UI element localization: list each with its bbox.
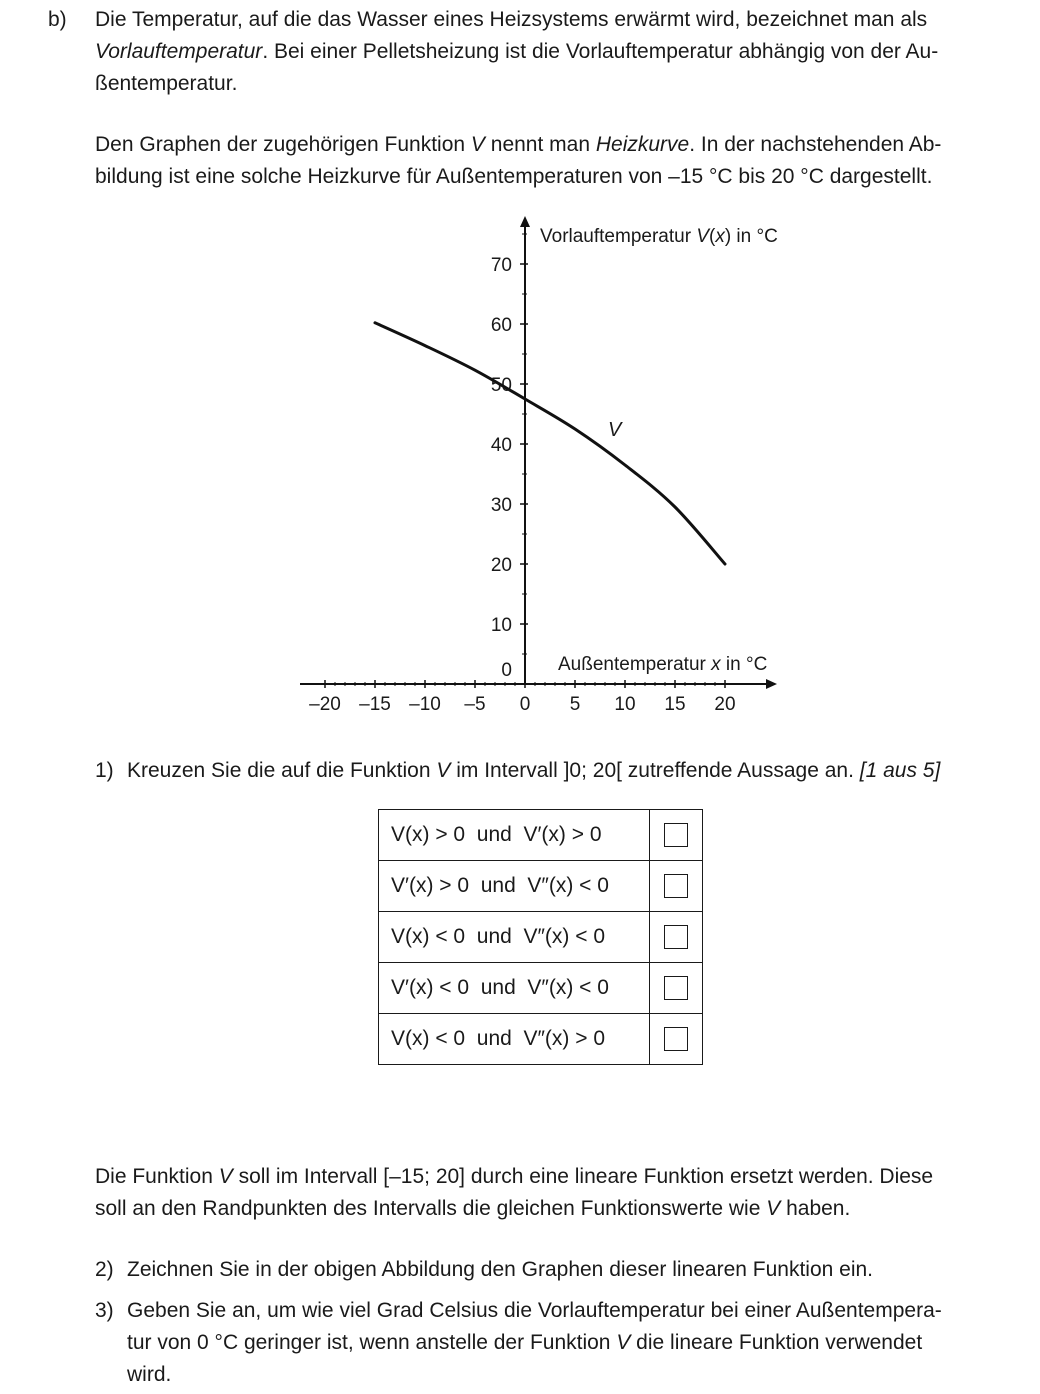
graph-intro-c: . In der nachstehenden Ab- bbox=[689, 133, 942, 156]
y-tick-label: 20 bbox=[490, 555, 512, 576]
fn-symbol: V bbox=[218, 1165, 233, 1188]
task-3-line-3: wird. bbox=[127, 1363, 172, 1386]
task-3-line-2b: die lineare Funktion verwendet bbox=[630, 1331, 923, 1354]
fn-symbol: V bbox=[470, 133, 485, 156]
y-tick-label: 40 bbox=[490, 435, 512, 456]
intro-line-1: Die Temperatur, auf die das Wasser eines Heizsystems erwärmt wird, bezeichnet man als bbox=[95, 8, 928, 31]
heating-curve-line bbox=[375, 323, 725, 564]
option-row bbox=[379, 963, 703, 1014]
chart-ticks bbox=[309, 234, 735, 715]
task-2-text: Zeichnen Sie in der obigen Abbildung den Graphen dieser linearen Funktion ein. bbox=[127, 1258, 874, 1281]
x-tick-label: –20 bbox=[309, 694, 341, 715]
intro-line-2-rest: . Bei einer Pelletsheizung ist die Vorlauftemperatur abhängig von der Au- bbox=[262, 40, 939, 63]
option-checkbox-cell bbox=[650, 861, 703, 912]
option-checkbox-cell bbox=[650, 963, 703, 1014]
task-3-line-2 bbox=[127, 1327, 990, 1359]
term-vorlauftemperatur: Vorlauftemperatur bbox=[95, 40, 263, 63]
x-tick-label: 0 bbox=[519, 694, 531, 715]
x-tick-label: 20 bbox=[714, 694, 736, 715]
intro-line-3: ßentemperatur. bbox=[95, 72, 238, 95]
x-tick-label: 15 bbox=[664, 694, 686, 715]
fn-symbol: V bbox=[616, 1331, 631, 1354]
x-tick-label: –15 bbox=[359, 694, 391, 715]
option-statement: V(x) < 0 und V″(x) > 0 bbox=[379, 1014, 650, 1065]
task-1-text-a: Kreuzen Sie die auf die Funktion bbox=[127, 759, 437, 782]
task-1-note: [1 aus 5] bbox=[859, 759, 941, 782]
x-axis-label: Außentemperatur x in °C bbox=[558, 654, 768, 675]
task-3-line-1: Geben Sie an, um wie viel Grad Celsius die Vorlauftemperatur bei einer Außentempera- bbox=[127, 1299, 942, 1322]
y-tick-label: 70 bbox=[490, 255, 512, 276]
task-3-text bbox=[127, 1295, 990, 1391]
fn-symbol: V bbox=[436, 759, 451, 782]
option-checkbox[interactable] bbox=[664, 874, 688, 898]
x-axis-arrow bbox=[766, 679, 777, 689]
option-row bbox=[379, 912, 703, 963]
x-tick-label: –10 bbox=[409, 694, 441, 715]
option-statement: V′(x) > 0 und V″(x) < 0 bbox=[379, 861, 650, 912]
x-tick-label: 5 bbox=[569, 694, 581, 715]
linear-intro-line-1 bbox=[95, 1161, 990, 1193]
x-tick-label: –5 bbox=[464, 694, 486, 715]
linear-intro-c: soll an den Randpunkten des Intervalls die gleichen Funktionswerte wie bbox=[95, 1197, 767, 1220]
fn-symbol: V bbox=[766, 1197, 781, 1220]
option-checkbox[interactable] bbox=[664, 823, 688, 847]
part-label: b) bbox=[48, 8, 67, 31]
option-checkbox[interactable] bbox=[664, 976, 688, 1000]
x-tick-label: 10 bbox=[614, 694, 636, 715]
linear-intro-b: soll im Intervall [–15; 20] durch eine lineare Funktion ersetzt werden. Diese bbox=[232, 1165, 934, 1188]
task-1-text bbox=[127, 755, 990, 787]
y-tick-label: 30 bbox=[490, 495, 512, 516]
origin-label: 0 bbox=[501, 660, 512, 681]
task-3-line-2a: tur von 0 °C geringer ist, wenn anstelle der Funktion bbox=[127, 1331, 617, 1354]
graph-intro-b: nennt man bbox=[484, 133, 596, 156]
task-2-number: 2) bbox=[95, 1258, 114, 1281]
linear-intro-a: Die Funktion bbox=[95, 1165, 219, 1188]
option-checkbox[interactable] bbox=[664, 1027, 688, 1051]
graph-intro-line-2: bildung ist eine solche Heizkurve für Außentemperaturen von –15 °C bis 20 °C dargestellt. bbox=[95, 165, 933, 188]
y-tick-label: 60 bbox=[490, 315, 512, 336]
option-checkbox-cell bbox=[650, 1014, 703, 1065]
option-checkbox[interactable] bbox=[664, 925, 688, 949]
option-row bbox=[379, 1014, 703, 1065]
linear-intro-d: haben. bbox=[780, 1197, 851, 1220]
option-statement: V(x) > 0 und V′(x) > 0 bbox=[379, 810, 650, 861]
option-checkbox-cell bbox=[650, 912, 703, 963]
option-statement: V′(x) < 0 und V″(x) < 0 bbox=[379, 963, 650, 1014]
y-axis-label: Vorlauftemperatur V(x) in °C bbox=[540, 226, 778, 247]
option-row bbox=[379, 810, 703, 861]
task-3-number: 3) bbox=[95, 1299, 114, 1322]
answer-options-table bbox=[378, 809, 703, 1065]
y-tick-label: 10 bbox=[490, 615, 512, 636]
chart-axes bbox=[300, 216, 777, 689]
option-checkbox-cell bbox=[650, 810, 703, 861]
linear-intro-line-2 bbox=[95, 1193, 990, 1225]
y-tick-label: 50 bbox=[490, 375, 512, 396]
curve-label: V bbox=[608, 419, 622, 441]
y-axis-arrow bbox=[520, 216, 530, 227]
task-1-text-b: im Intervall ]0; 20[ zutreffende Aussage an. bbox=[450, 759, 860, 782]
term-heizkurve: Heizkurve bbox=[595, 133, 690, 156]
graph-intro-a: Den Graphen der zugehörigen Funktion bbox=[95, 133, 471, 156]
option-statement: V(x) < 0 und V″(x) < 0 bbox=[379, 912, 650, 963]
linear-intro-paragraph bbox=[95, 1161, 990, 1225]
option-row bbox=[379, 861, 703, 912]
task-1-number: 1) bbox=[95, 759, 114, 782]
